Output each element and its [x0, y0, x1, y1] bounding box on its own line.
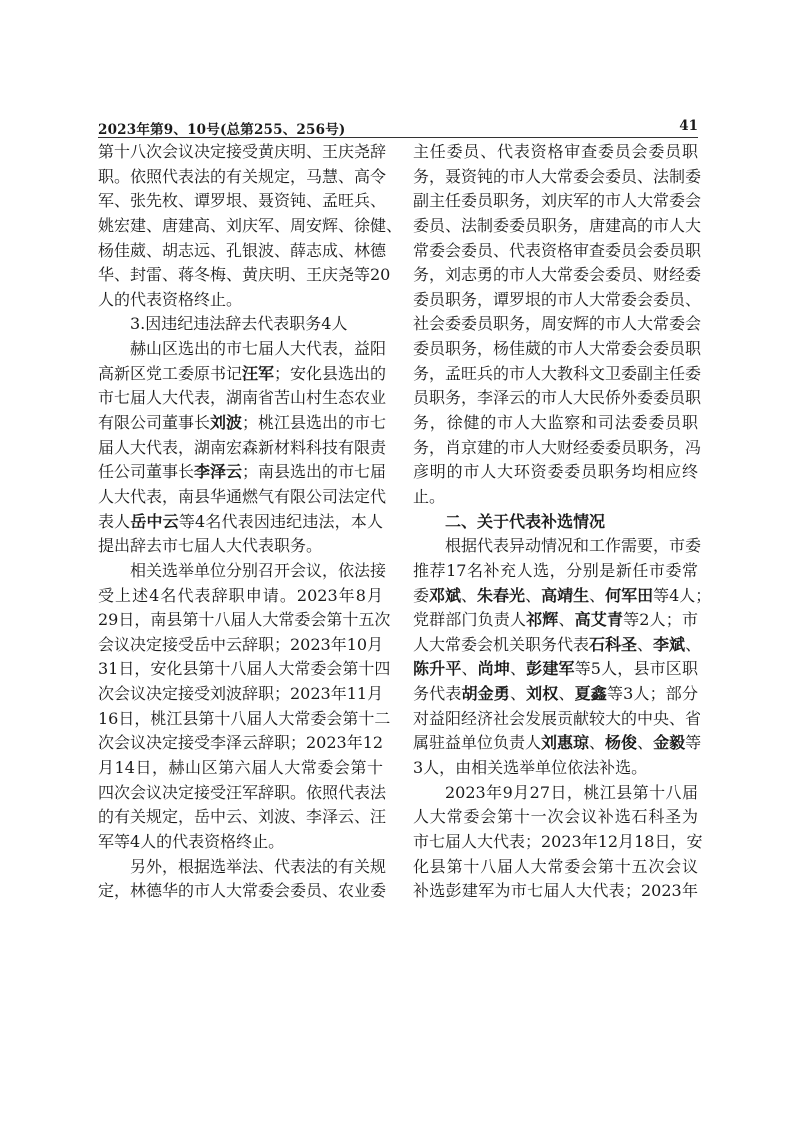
text-line: 华、封雷、蒋冬梅、黄庆明、王庆尧等20 — [98, 265, 391, 285]
text-line: 务，肖京建的市人大财经委委员职务，冯 — [413, 437, 702, 457]
right-column — [413, 140, 712, 904]
text-line: 杨佳葳、胡志远、孔银波、薛志成、林德 — [98, 240, 387, 260]
text-line: 止。 — [413, 486, 446, 506]
text-line: 29日，南县第十八届人大常委会第十五次 — [98, 610, 391, 630]
text-line: 补选彭建军为市七届人大代表；2023年 — [413, 881, 698, 901]
text-line: 受上述4名代表辞职申请。2023年8月 — [98, 585, 383, 605]
text-line: 对益阳经济社会发展贡献较大的中央、省 — [413, 708, 702, 728]
text-line: 务代表胡金勇、刘权、夏鑫等3人；部分 — [413, 684, 698, 704]
text-line: 任公司董事长李泽云；南县选出的市七届 — [98, 462, 387, 482]
text-line: 2023年9月27日，桃江县第十八届 — [445, 782, 698, 802]
text-line: 常委会委员、代表资格审查委员会委员职 — [413, 240, 702, 260]
section-heading: 二、关于代表补选情况 — [445, 511, 606, 531]
text-line: 3人，由相关选举单位依法补选。 — [413, 758, 648, 778]
text-line: 市七届人大代表；2023年12月18日，安 — [413, 831, 703, 851]
text-line: 市七届人大代表，湖南省苦山村生态农业 — [98, 388, 387, 408]
text-line: 员职务，李泽云的市人大民侨外委委员职 — [413, 388, 702, 408]
text-line: 属驻益单位负责人刘惠琼、杨俊、金毅等 — [413, 733, 702, 753]
text-line: 职。依照代表法的有关规定，马慧、高令 — [98, 166, 387, 186]
text-line: 彦明的市人大环资委委员职务均相应终 — [413, 462, 698, 482]
text-line: 人大代表，南县华通燃气有限公司法定代 — [98, 486, 387, 506]
text-line: 人大常委会机关职务代表石科圣、李斌、 — [413, 634, 702, 654]
text-line: 人的代表资格终止。 — [98, 289, 243, 309]
text-line: 军、张先枚、谭罗垠、聂资钝、孟旺兵、 — [98, 191, 387, 211]
issue-label: 2023年第9、10号(总第255、256号) — [98, 122, 346, 138]
text-line: 31日，安化县第十八届人大常委会第十四 — [98, 659, 391, 679]
text-line: 表人岳中云等4名代表因违纪违法，本人 — [98, 511, 383, 531]
text-line: 相关选举单位分别召开会议，依法接 — [130, 560, 387, 580]
text-line: 根据代表异动情况和工作需要，市委 — [445, 536, 702, 556]
text-line: 届人大代表，湖南宏森新材料科技有限责 — [98, 437, 387, 457]
text-line: 另外，根据选举法、代表法的有关规 — [130, 856, 387, 876]
subsection-heading: 3.因违纪违法辞去代表职务4人 — [130, 314, 348, 334]
text-line: 次会议决定接受李泽云辞职；2023年12 — [98, 733, 384, 753]
text-line: 人大常委会第十一次会议补选石科圣为 — [413, 807, 698, 827]
text-line: 赫山区选出的市七届人大代表，益阳 — [130, 339, 387, 359]
text-line: 委员、法制委委员职务，唐建高的市人大 — [413, 215, 702, 235]
running-header — [98, 118, 698, 136]
text-line: 会议决定接受岳中云辞职；2023年10月 — [98, 634, 384, 654]
text-line: 社会委委员职务，周安辉的市人大常委会 — [413, 314, 702, 334]
text-line: 务，孟旺兵的市人大教科文卫委副主任委 — [413, 363, 702, 383]
text-line: 16日，桃江县第十八届人大常委会第十二 — [98, 708, 391, 728]
text-line: 委邓斌、朱春光、高靖生、何军田等4人； — [413, 585, 712, 605]
text-line: 军等4人的代表资格终止。 — [98, 831, 285, 851]
left-column — [98, 140, 403, 904]
text-line: 有限公司董事长刘波；桃江县选出的市七 — [98, 413, 387, 433]
text-line: 次会议决定接受刘波辞职；2023年11月 — [98, 684, 384, 704]
text-line: 提出辞去市七届人大代表职务。 — [98, 536, 323, 556]
text-line: 主任委员、代表资格审查委员会委员职 — [413, 142, 698, 161]
text-line: 委员职务，谭罗垠的市人大常委会委员、 — [413, 289, 702, 309]
text-line: 第十八次会议决定接受黄庆明、王庆尧辞 — [98, 142, 387, 161]
text-line: 党群部门负责人祁辉、高艾青等2人；市 — [413, 610, 698, 630]
text-line: 月14日，赫山区第六届人大常委会第十 — [98, 758, 383, 778]
text-line: 委员职务，杨佳葳的市人大常委会委员职 — [413, 339, 702, 359]
text-line: 化县第十八届人大常委会第十五次会议 — [413, 856, 698, 876]
text-line: 推荐17名补充人选，分别是新任市委常 — [413, 560, 698, 580]
text-line: 四次会议决定接受汪军辞职。依照代表法 — [98, 782, 387, 802]
text-line: 务，刘志勇的市人大常委会委员、财经委 — [413, 265, 702, 285]
text-line: 陈升平、尚坤、彭建军等5人，县市区职 — [413, 659, 698, 679]
text-line: 务，徐健的市人大监察和司法委委员职 — [413, 413, 698, 433]
text-line: 务，聂资钝的市人大常委会委员、法制委 — [413, 166, 702, 186]
text-line: 高新区党工委原书记汪军；安化县选出的 — [98, 363, 387, 383]
header-rule — [98, 137, 698, 138]
text-line: 定，林德华的市人大常委会委员、农业委 — [98, 881, 387, 901]
page-number: 41 — [679, 118, 698, 134]
text-line: 姚宏建、唐建高、刘庆军、周安辉、徐健、 — [98, 215, 403, 235]
text-line: 副主任委员职务，刘庆军的市人大常委会 — [413, 191, 702, 211]
text-line: 的有关规定，岳中云、刘波、李泽云、汪 — [98, 807, 387, 827]
